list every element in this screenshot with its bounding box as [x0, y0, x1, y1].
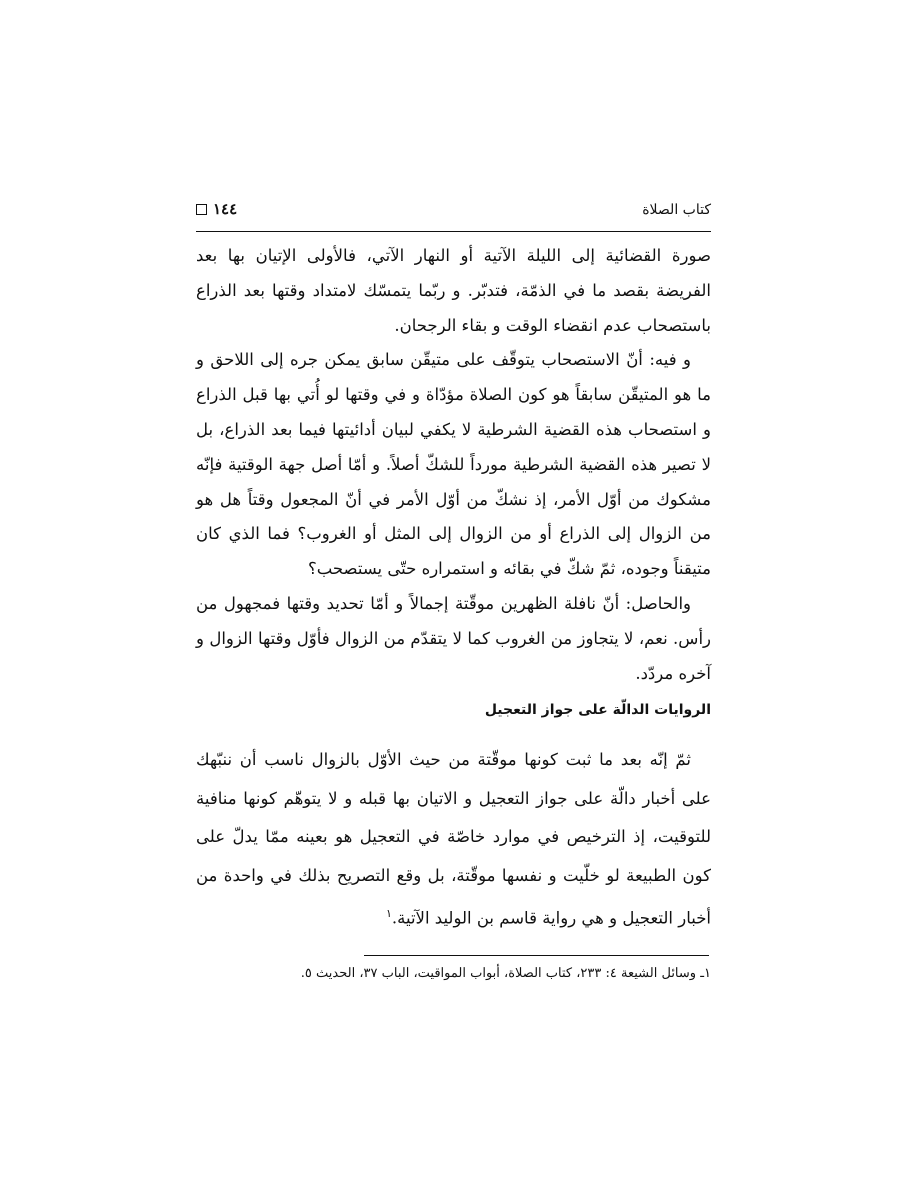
paragraph-2: و فيه: أنّ الاستصحاب يتوقّف على متيقّن سابق يمكن جره إلى اللاحق و ما هو المتيقّن سابقاً هو كون الصلاة مؤدّاة و في وقتها لو أُتي بها قبل الذراع و استصحاب هذه القضية الشرطية لا يكفي لبيان أدائيتها فيما بعد الذراع، بل لا تصير هذه القضية الشرطية مورداً للشكّ أصلاً. و أمّا أصل جهة الوقتية فإنّه مشكوك من أوّل الأمر، إذ نشكّ من أوّل الأمر في أنّ المجعول وقتاً هل هو من الزوال إلى الذراع أو من الزوال إلى المثل أو الغروب؟ فما الذي كان متيقناً وجوده، ثمّ شكّ في بقائه و استمراره حتّى يستصحب؟ [196, 350, 711, 579]
footnote-rule [364, 955, 709, 956]
header-rule [196, 231, 711, 232]
running-title: كتاب الصلاة [642, 202, 711, 218]
paragraph-3: والحاصل: أنّ نافلة الظهرين موقّتة إجمالاً و أمّا تحديد وقتها فمجهول من رأس. نعم، لا يتجاوز من الغروب كما لا يتقدّم من الزوال فأوّل وقتها الزوال و آخره مردّد. [196, 593, 711, 683]
paragraph-1: صورة القضائية إلى الليلة الآتية أو النهار الآتي، فالأولى الإتيان بها بعد الفريضة بقصد ما في الذمّة، فتدبّر. و ربّما يتمسّك لامتداد وقتها بعد الذراع باستصحاب عدم انقضاء الوقت و بقاء الرجحان. [196, 246, 711, 335]
section-text [196, 741, 711, 938]
page-header [196, 196, 711, 226]
section-paragraph [196, 741, 711, 938]
page-number-text: ١٤٤ [213, 200, 238, 218]
square-icon [196, 204, 207, 215]
footnote: ١ـ وسائل الشيعة ٤: ٢٣٣، كتاب الصلاة، أبواب المواقيت، الباب ٣٧، الحديث ٥. [300, 966, 711, 981]
footnote-marker: ١ [385, 907, 392, 920]
main-text [196, 239, 711, 691]
section-heading: الروايات الدالّة على جواز التعجيل [484, 702, 711, 718]
section-paragraph-text: ثمّ إنّه بعد ما ثبت كونها موقّتة من حيث الأوّل بالزوال ناسب أن ننبّهك على أخبار دالّة على جواز التعجيل و الاتيان بها قبله و لا يتوهّم كونها منافية للتوقيت، إذ الترخيص في موارد خاصّة في التعجيل هو بعينه ممّا يدلّ على كون الطبيعة لو خلّيت و نفسها موقّتة، بل وقع التصريح بذلك في واحدة من أخبار التعجيل و هي رواية قاسم بن الوليد الآتية. [196, 750, 711, 928]
page-number [196, 200, 237, 218]
